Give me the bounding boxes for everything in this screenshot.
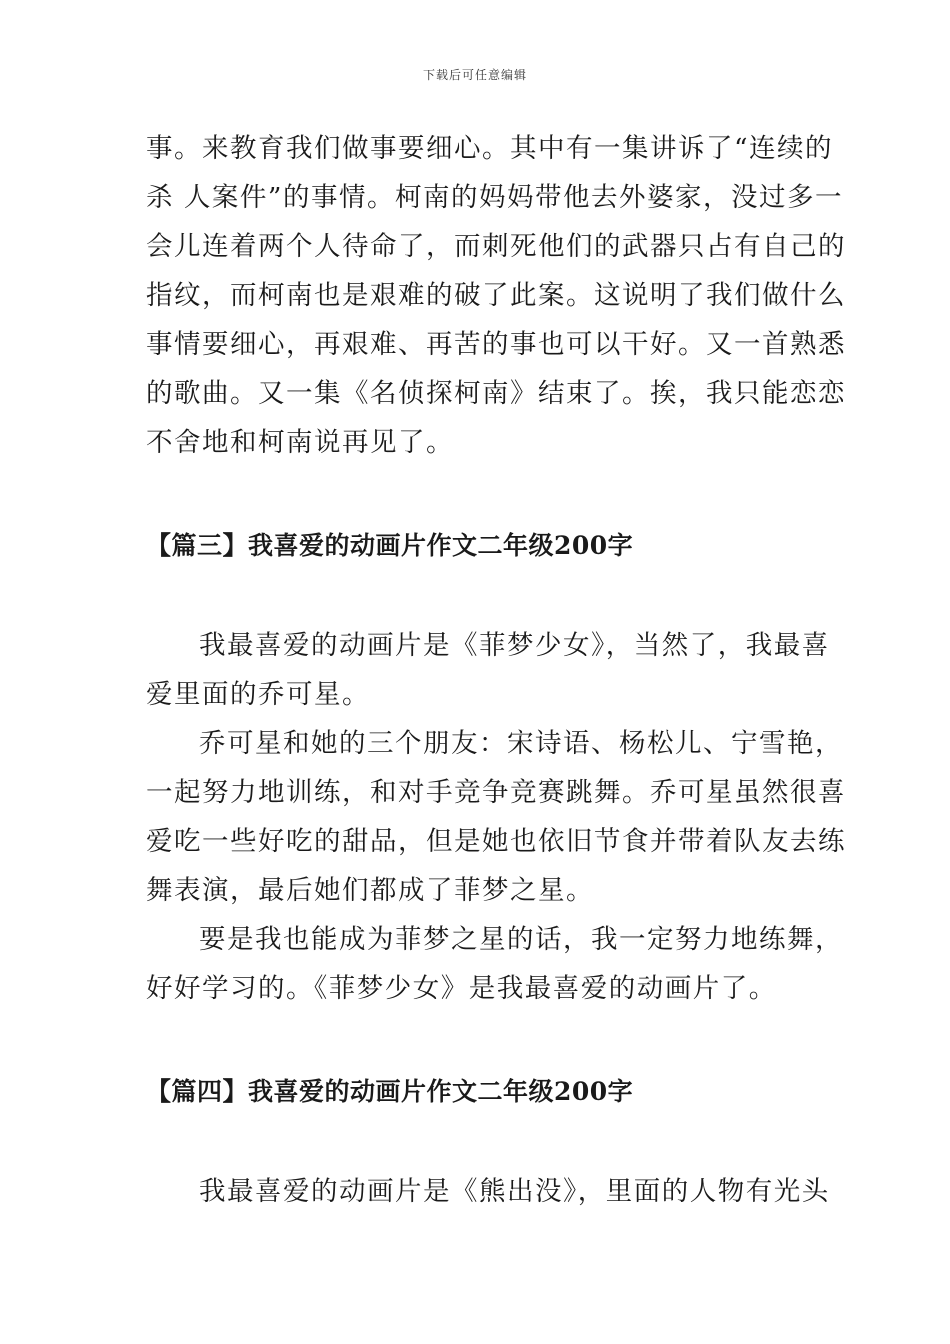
section3-paragraph-1 xyxy=(146,621,830,719)
text-line: 爱吃一些好吃的甜品，但是她也依旧节食并带着队友去练 xyxy=(146,826,846,857)
text-line: 我最喜爱的动画片是《熊出没》，里面的人物有光头 xyxy=(199,1176,830,1207)
text-line: 的歌曲。又一集《名侦探柯南》结束了。挨，我只能恋恋 xyxy=(146,378,846,409)
text-line: 我最喜爱的动画片是《菲梦少女》，当然了，我最喜 xyxy=(199,630,830,661)
spacer xyxy=(146,1013,806,1067)
continuation-paragraph xyxy=(146,124,846,467)
spacer xyxy=(146,467,806,521)
text-line: 事情要细心，再艰难、再苦的事也可以干好。又一首熟悉 xyxy=(146,329,846,360)
section3-paragraph-3 xyxy=(146,915,843,1013)
spacer xyxy=(146,570,806,621)
section3-paragraph-2 xyxy=(146,719,846,915)
text-line: 好好学习的。《菲梦少女》是我最喜爱的动画片了。 xyxy=(146,973,777,1004)
text-line: 乔可星和她的三个朋友：宋诗语、杨松儿、宁雪艳， xyxy=(199,728,843,759)
text-line: 杀 人案件”的事情。柯南的妈妈带他去外婆家，没过多一 xyxy=(146,182,843,213)
text-line: 要是我也能成为菲梦之星的话，我一定努力地练舞， xyxy=(199,924,843,955)
section-heading-4: 【篇四】我喜爱的动画片作文二年级200字 xyxy=(146,1077,634,1106)
text-line: 事。来教育我们做事要细心。其中有一集讲诉了“连续的 xyxy=(146,133,834,164)
section-heading-3: 【篇三】我喜爱的动画片作文二年级200字 xyxy=(146,531,634,560)
document-body xyxy=(146,124,846,1216)
text-line: 不舍地和柯南说再见了。 xyxy=(146,427,454,458)
text-line: 指纹，而柯南也是艰难的破了此案。这说明了我们做什么 xyxy=(146,280,846,311)
text-line: 舞表演，最后她们都成了菲梦之星。 xyxy=(146,875,594,906)
text-line: 一起努力地训练，和对手竞争竞赛跳舞。乔可星虽然很喜 xyxy=(146,777,846,808)
text-line: 会儿连着两个人待命了，而刺死他们的武器只占有自己的 xyxy=(146,231,846,262)
text-line: 爱里面的乔可星。 xyxy=(146,679,370,710)
section4-paragraph-1 xyxy=(146,1167,830,1216)
spacer xyxy=(146,1116,806,1167)
header-note: 下载后可任意编辑 xyxy=(422,68,527,82)
